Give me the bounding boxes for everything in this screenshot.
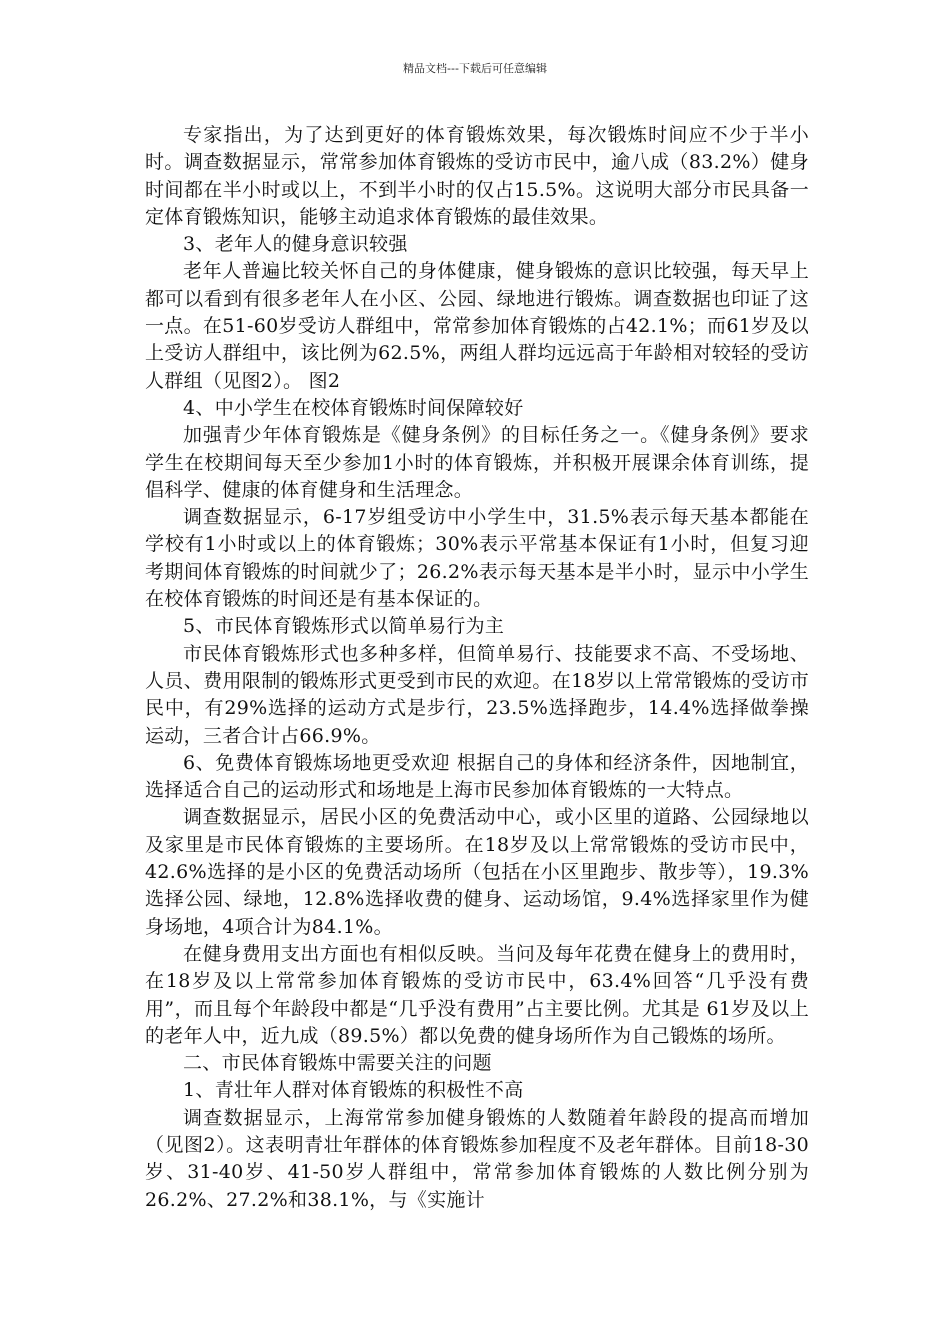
- paragraph-expert-advice: 专家指出，为了达到更好的体育锻炼效果，每次锻炼时间应不少于半小时。调查数据显示，常常参加体育锻炼的受访市民中，逾八成（83.2%）健身时间都在半小时或以上，不到半小时的仅占15.5%。这说明大部分市民具备一定体育锻炼知识，能够主动追求体育锻炼的最佳效果。: [145, 124, 809, 228]
- page-header: 精品文档---下载后可任意编辑: [403, 62, 547, 75]
- section-heading-students: 4、中小学生在校体育锻炼时间保障较好: [183, 396, 524, 419]
- paragraph-free-venues: 6、免费体育锻炼场地更受欢迎 根据自己的身体和经济条件，因地制宜，选择适合自己的运动形式和场地是上海市民参加体育锻炼的一大特点。: [145, 751, 809, 802]
- section-heading-elderly: 3、老年人的健身意识较强: [183, 233, 408, 256]
- section-heading-exercise-forms: 5、市民体育锻炼形式以简单易行为主: [183, 615, 505, 638]
- section-heading-young-adults: 1、青壮年人群对体育锻炼的积极性不高: [183, 1079, 524, 1102]
- paragraph-fitness-costs: 在健身费用支出方面也有相似反映。当问及每年花费在健身上的费用时，在18岁及以上常常参加体育锻炼的受访市民中，63.4%回答“几乎没有费用”，而且每个年龄段中都是“几乎没有费用”占主要比例。尤其是 61岁及以上的老年人中，近九成（89.5%）都以免费的健身场所作为自己锻炼的场所。: [145, 942, 809, 1047]
- paragraph-young-adults: 调查数据显示，上海常常参加健身锻炼的人数随着年龄段的提高而增加（见图2）。这表明青壮年群体的体育锻炼参加程度不及老年群体。目前18-30岁、31-40岁、41-50岁人群组中，常常参加体育锻炼的人数比例分别为26.2%、27.2%和38.1%，与《实施计: [145, 1106, 809, 1211]
- section-heading-issues: 二、市民体育锻炼中需要关注的问题: [183, 1052, 492, 1075]
- paragraph-venues-survey: 调查数据显示，居民小区的免费活动中心，或小区里的道路、公园绿地以及家里是市民体育锻炼的主要场所。在18岁及以上常常锻炼的受访市民中，42.6%选择的是小区的免费活动场所（包括在小区里跑步、散步等），19.3%选择公园、绿地，12.8%选择收费的健身、运动场馆，9.4%选择家里作为健身场地，4项合计为84.1%。: [145, 806, 809, 938]
- paragraph-students-survey: 调查数据显示，6-17岁组受访中小学生中，31.5%表示每天基本都能在学校有1小时或以上的体育锻炼；30%表示平常基本保证有1小时，但复习迎考期间体育锻炼的时间就少了；26.2%表示每天基本是半小时，显示中小学生在校体育锻炼的时间还是有基本保证的。: [145, 506, 809, 611]
- paragraph-students-regulation: 加强青少年体育锻炼是《健身条例》的目标任务之一。《健身条例》要求学生在校期间每天至少参加1小时的体育锻炼，并积极开展课余体育训练，提倡科学、健康的体育健身和生活理念。: [145, 424, 809, 501]
- paragraph-elderly: 老年人普遍比较关怀自己的身体健康，健身锻炼的意识比较强，每天早上都可以看到有很多老年人在小区、公园、绿地进行锻炼。调查数据也印证了这一点。在51-60岁受访人群组中，常常参加体育锻炼的占42.1%；而61岁及以上受访人群组中，该比例为62.5%，两组人群均远远高于年龄相对较轻的受访人群组（见图2）。 图2: [145, 260, 810, 392]
- paragraph-exercise-forms: 市民体育锻炼形式也多种多样，但简单易行、技能要求不高、不受场地、人员、费用限制的锻炼形式更受到市民的欢迎。在18岁以上常常锻炼的受访市民中，有29%选择的运动方式是步行，23.5%选择跑步，14.4%选择做拳操运动，三者合计占66.9%。: [145, 642, 809, 747]
- document-body: [145, 122, 809, 1214]
